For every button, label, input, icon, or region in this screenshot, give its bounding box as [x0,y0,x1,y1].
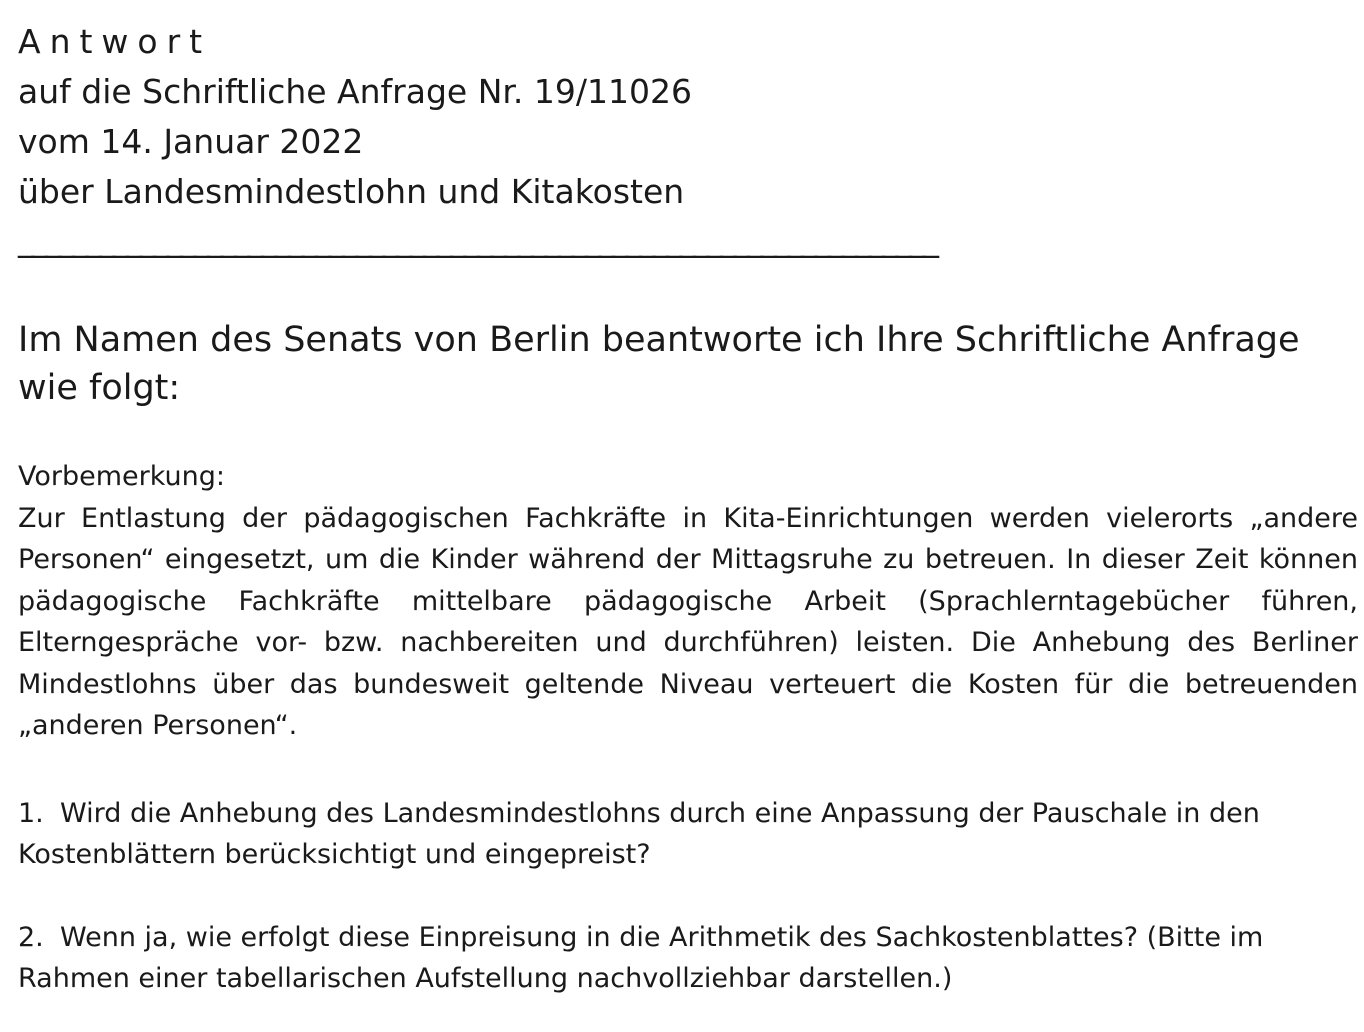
preliminary-text: Zur Entlastung der pädagogischen Fachkräfte in Kita-Einrichtungen werden vielerorts „andere Personen“ eingesetzt, um die Kinder während der Mittagsruhe zu betreuen. In dieser Zeit können pädagogische Fachkräfte mittelbare pädagogische Arbeit (Sprachlerntagebücher führen, Elterngespräche vor- bzw. nachbereiten und durchführen) leisten. Die Anhebung des Berliner Mindestlohns über das bundesweit geltende Niveau verteuert die Kosten für die betreuenden „anderen Personen“. [18,502,1358,741]
preliminary-label: Vorbemerkung: [18,461,226,492]
header-divider: ____________________________________________________________________ [18,219,936,258]
question-2-text: Wenn ja, wie erfolgt diese Einpreisung in die Arithmetik des Sachkostenblattes? (Bitte im Rahmen einer tabellarischen Aufstellung nachvollziehbar darstellen.) [18,921,1264,994]
intro-paragraph: Im Namen des Senats von Berlin beantworte ich Ihre Schriftliche Anfrage wie folgt: [18,320,1300,408]
inquiry-topic-line: über Landesmindestlohn und Kitakosten [18,172,685,211]
question-2-number: 2. [18,921,44,953]
inquiry-number-line: auf die Schriftliche Anfrage Nr. 19/11026 [18,72,692,111]
question-2 [18,917,1358,1000]
question-1 [18,793,1358,876]
question-1-number: 1. [18,797,44,829]
document-title: Antwort [18,22,212,61]
inquiry-date-line: vom 14. Januar 2022 [18,122,364,161]
document-page [18,0,1358,1000]
question-1-text: Wird die Anhebung des Landesmindestlohns durch eine Anpassung der Pauschale in den Kostenblättern berücksichtigt und eingepreist? [18,797,1260,870]
